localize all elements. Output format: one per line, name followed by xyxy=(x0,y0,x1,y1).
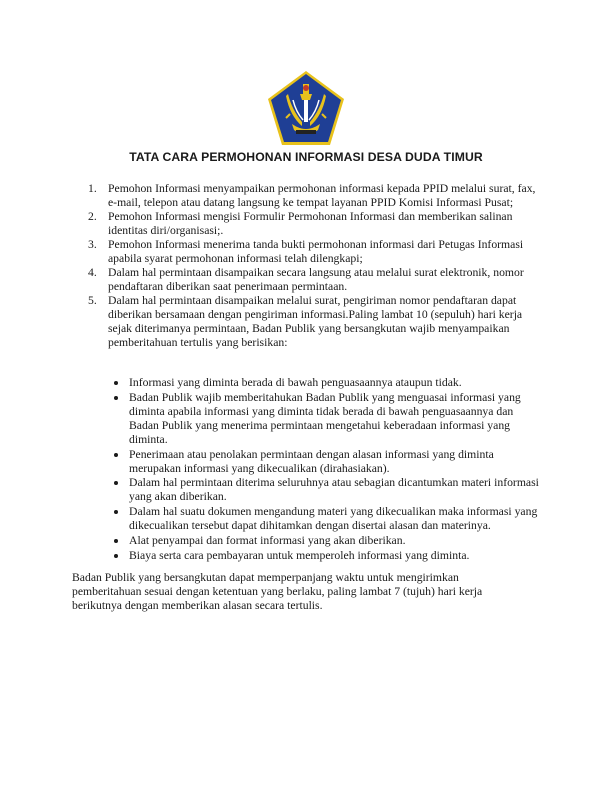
list-item xyxy=(112,476,542,504)
step-number: 3. xyxy=(88,238,97,251)
list-item xyxy=(88,294,537,350)
notification-contents-list xyxy=(112,376,542,564)
closing-paragraph: Badan Publik yang bersangkutan dapat memperpanjang waktu untuk mengirimkan pemberitahuan sesuai dengan ketentuan yang berlaku, paling lambat 7 (tujuh) hari kerja berikutnya dengan memberikan alasan secara tertulis. xyxy=(72,571,483,612)
step-text: Pemohon Informasi menerima tanda bukti permohonan informasi dari Petugas Informasi apabila syarat permohonan informasi telah dilengkapi; xyxy=(108,238,524,265)
regency-emblem-icon xyxy=(266,70,346,147)
bullet-text: Biaya serta cara pembayaran untuk memperoleh informasi yang diminta. xyxy=(129,548,470,562)
bullet-icon xyxy=(114,381,118,385)
list-item xyxy=(112,391,542,447)
bullet-icon xyxy=(114,396,118,400)
bullet-icon xyxy=(114,510,118,514)
bullet-icon xyxy=(114,539,118,543)
step-text: Pemohon Informasi menyampaikan permohonan informasi kepada PPID melalui surat, fax, e-mail, telepon atau datang langsung ke tempat layanan PPID Komisi Informasi Pusat; xyxy=(108,182,536,209)
step-number: 5. xyxy=(88,294,97,307)
list-item xyxy=(112,376,542,390)
list-item xyxy=(88,210,537,238)
list-item xyxy=(88,238,537,266)
list-item xyxy=(112,505,542,533)
bullet-icon xyxy=(114,481,118,485)
bullet-text: Informasi yang diminta berada di bawah penguasaannya ataupun tidak. xyxy=(129,376,462,389)
step-number: 4. xyxy=(88,266,97,279)
bullet-text: Dalam hal suatu dokumen mengandung materi yang dikecualikan maka informasi yang dikecualikan tersebut dapat dihitamkan dengan disertai alasan dan materinya. xyxy=(129,505,538,533)
step-text: Pemohon Informasi mengisi Formulir Permohonan Informasi dan memberikan salinan identitas diri/organisasi;. xyxy=(108,210,513,237)
step-number: 1. xyxy=(88,182,97,195)
procedure-steps-list xyxy=(88,182,537,350)
bullet-text: Badan Publik wajib memberitahukan Badan Publik yang menguasai informasi yang diminta apabila informasi yang diminta tidak berada di bawah penguasaannya dan Badan Publik yang menerima permintaan mengetahui keberadaan informasi yang diminta. xyxy=(129,390,521,446)
list-item xyxy=(112,448,542,476)
list-item xyxy=(88,182,537,210)
bullet-text: Alat penyampai dan format informasi yang akan diberikan. xyxy=(129,533,406,547)
bullet-text: Penerimaan atau penolakan permintaan dengan alasan informasi yang diminta merupakan informasi yang dikecualikan (dirahasiakan). xyxy=(129,447,494,475)
step-text: Dalam hal permintaan disampaikan secara langsung atau melalui surat elektronik, nomor pendaftaran diberikan saat penerimaan permintaan. xyxy=(108,266,524,293)
document-title: TATA CARA PERMOHONAN INFORMASI DESA DUDA TIMUR xyxy=(129,150,483,164)
step-number: 2. xyxy=(88,210,97,223)
list-item xyxy=(112,549,542,563)
bullet-icon xyxy=(114,453,118,457)
step-text: Dalam hal permintaan disampaikan melalui surat, pengiriman nomor pendaftaran dapat diberikan bersamaan dengan pengiriman informasi.Paling lambat 10 (sepuluh) hari kerja sejak diterimanya permintaan, Badan Publik yang bersangkutan wajib menyampaikan pemberitahuan tertulis yang berisikan: xyxy=(108,294,523,349)
bullet-text: Dalam hal permintaan diterima seluruhnya atau sebagian dicantumkan materi informasi yang akan diberikan. xyxy=(129,476,539,504)
list-item xyxy=(88,266,537,294)
list-item xyxy=(112,534,542,548)
bullet-icon xyxy=(114,554,118,558)
